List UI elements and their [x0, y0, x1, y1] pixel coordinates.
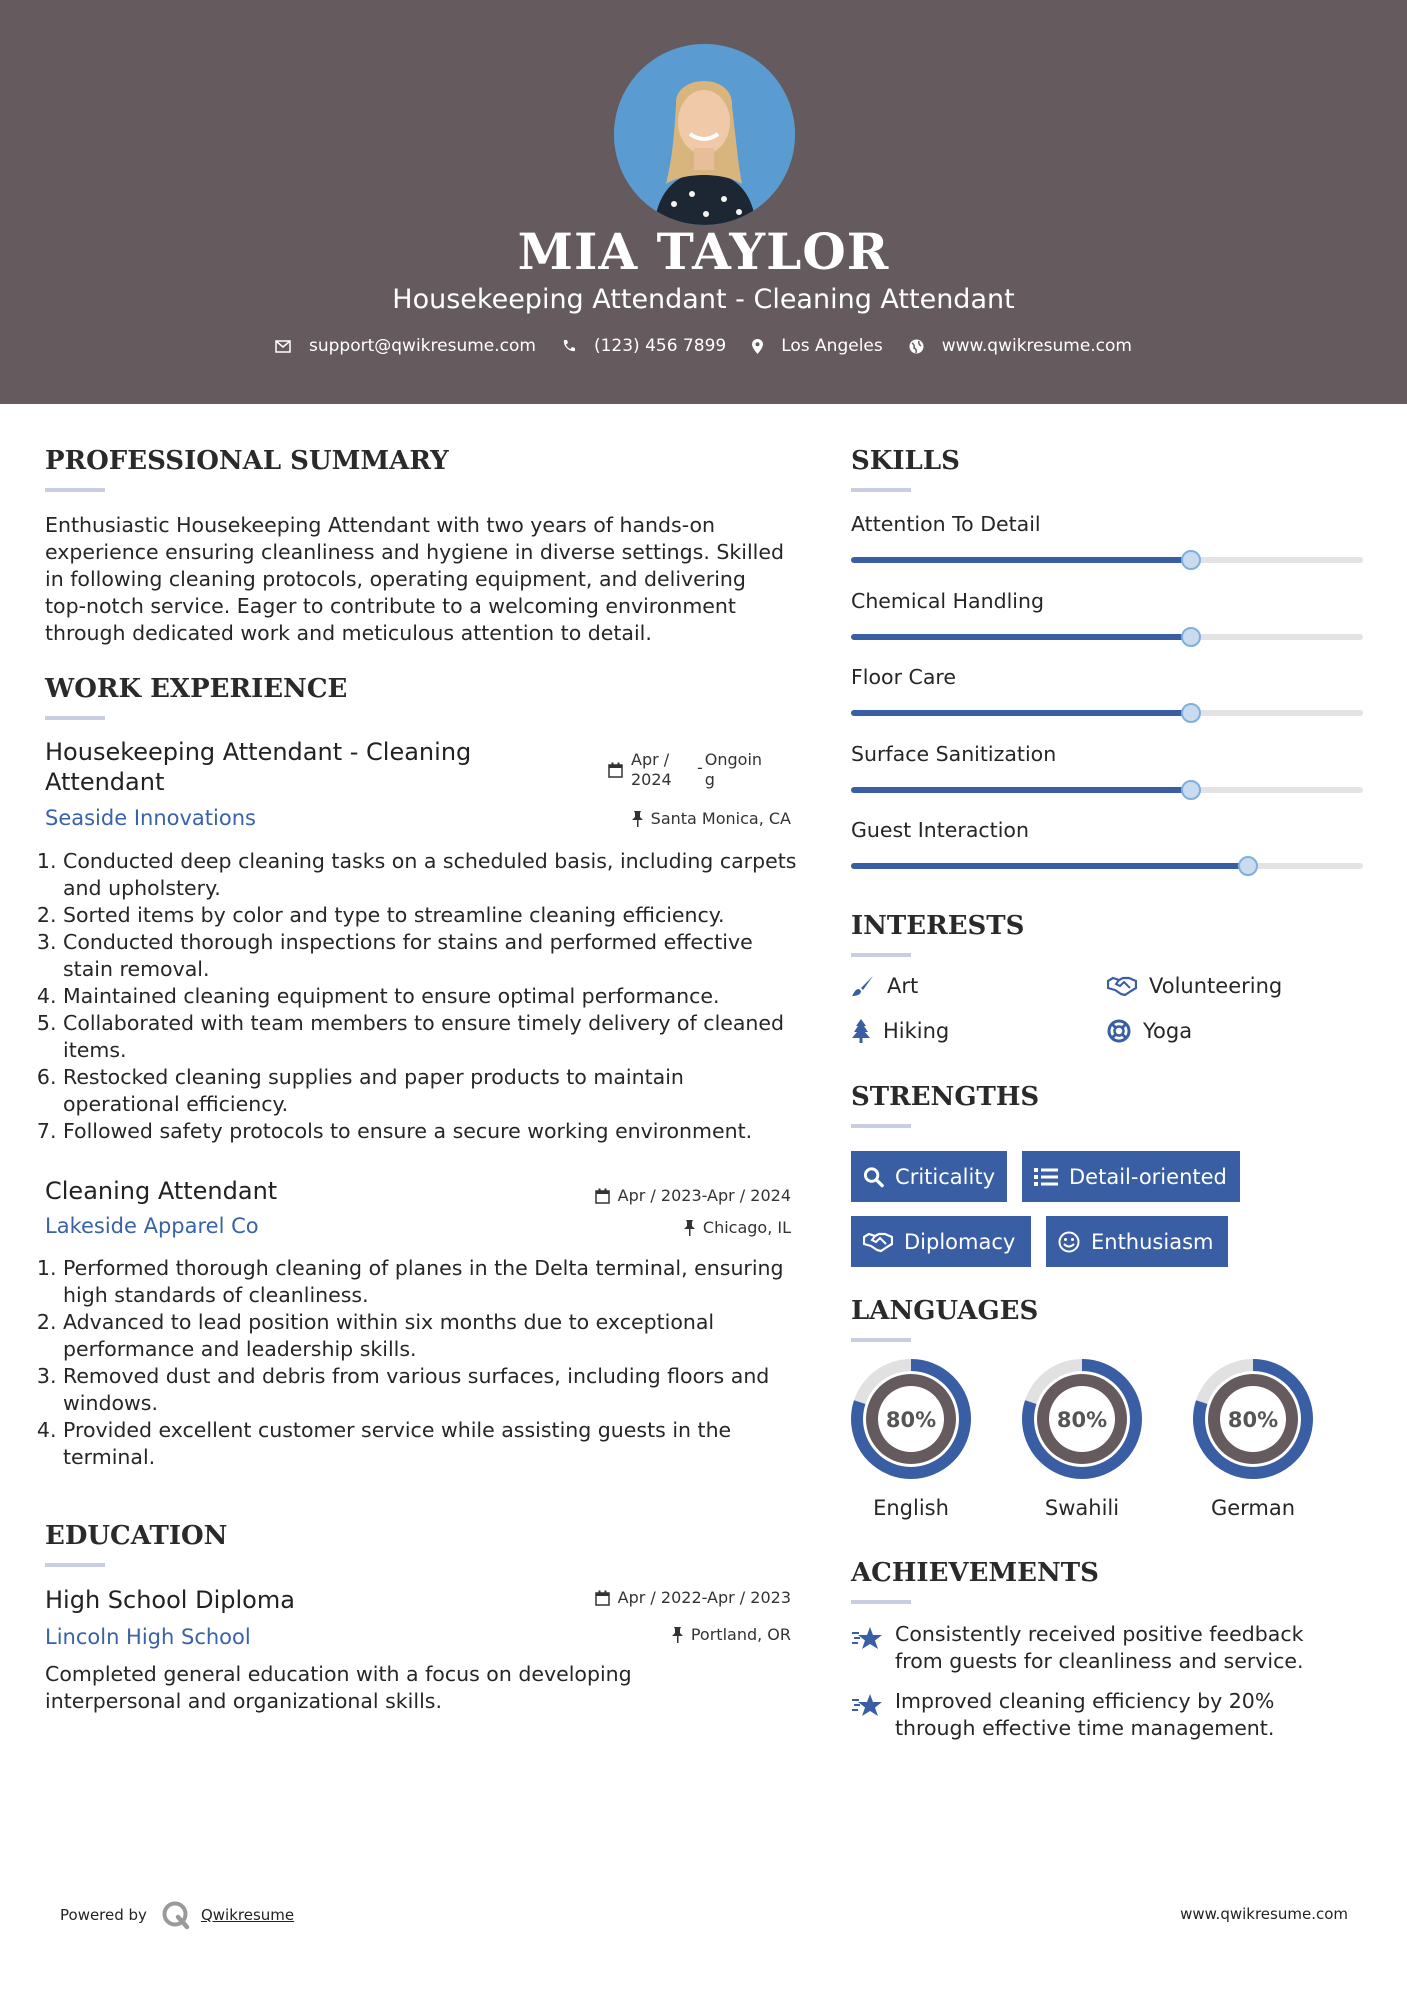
skill-bar-fill	[851, 557, 1191, 563]
date-start	[631, 750, 697, 790]
list-item: 1. Conducted deep cleaning tasks on a scheduled basis, including carpets and upholstery.	[63, 848, 805, 902]
location-text: Chicago, IL	[702, 1218, 791, 1237]
star-icon	[851, 1691, 883, 1719]
summary-line: through dedicated work and meticulous attention to detail.	[45, 621, 652, 645]
job-title-line: Attendant	[45, 768, 165, 796]
date-text: Apr / 2023-Apr / 2024	[617, 1186, 791, 1205]
map-pin-icon	[752, 339, 763, 354]
experience-heading: WORK EXPERIENCE	[45, 674, 348, 704]
summary-line: top-notch service. Eager to contribute to a welcoming environment	[45, 594, 736, 618]
language-item	[1192, 1358, 1314, 1520]
company-name[interactable]: Lakeside Apparel Co	[45, 1214, 259, 1238]
calendar-icon	[608, 762, 623, 778]
skill-label: Chemical Handling	[851, 588, 1045, 613]
skill-bar-knob	[1181, 780, 1201, 800]
skill-bar	[851, 863, 1363, 869]
pushpin-icon	[632, 811, 643, 827]
list-item: 7. Followed safety protocols to ensure a secure working environment.	[63, 1118, 805, 1145]
strength-label: Enthusiasm	[1091, 1229, 1214, 1254]
achievement-text	[895, 1621, 1304, 1675]
strength-chip-enthusiasm	[1046, 1216, 1228, 1267]
language-item	[850, 1358, 972, 1520]
paintbrush-icon	[851, 974, 875, 998]
smile-icon	[1058, 1231, 1080, 1253]
job-bullets	[45, 848, 805, 1145]
contact-website[interactable]	[909, 336, 1132, 356]
date-start-line: Apr /	[631, 750, 670, 769]
skill-bar-knob	[1181, 627, 1201, 647]
achievement-text	[895, 1688, 1274, 1742]
powered-by-text: Powered by	[60, 1906, 147, 1924]
achievements-heading: ACHIEVEMENTS	[851, 1558, 1099, 1588]
education-location	[672, 1625, 791, 1644]
contact-location	[752, 336, 883, 356]
achievements-rule	[851, 1600, 911, 1604]
language-percent: 80%	[885, 1408, 937, 1432]
interest-label: Art	[887, 974, 919, 998]
handshake-icon	[1107, 975, 1137, 997]
skill-bar-knob	[1181, 550, 1201, 570]
skill-bar	[851, 557, 1363, 563]
tree-icon	[851, 1019, 871, 1043]
degree-title: High School Diploma	[45, 1586, 295, 1614]
education-dates	[595, 1588, 791, 1607]
language-name: German	[1210, 1496, 1296, 1520]
avatar	[614, 44, 795, 225]
interest-hiking	[851, 1019, 949, 1043]
skill-label: Surface Sanitization	[851, 741, 1057, 766]
phone-text: (123) 456 7899	[593, 336, 727, 356]
search-icon	[863, 1166, 884, 1188]
list-icon	[1034, 1167, 1058, 1187]
list-item: 3. Conducted thorough inspections for stains and performed effective stain removal.	[63, 929, 805, 983]
summary-line: experience ensuring cleanliness and hygiene in diverse settings. Skilled	[45, 540, 784, 564]
pushpin-icon	[684, 1220, 695, 1236]
language-item	[1021, 1358, 1143, 1520]
language-name: English	[873, 1496, 949, 1520]
envelope-icon	[275, 340, 291, 353]
date-end-line: Ongoin	[704, 750, 763, 769]
location-text: Santa Monica, CA	[650, 809, 791, 828]
list-item: 3. Removed dust and debris from various surfaces, including floors and windows.	[63, 1363, 805, 1417]
company-name[interactable]: Seaside Innovations	[45, 806, 256, 830]
job-location	[684, 1218, 791, 1237]
interest-label: Volunteering	[1149, 974, 1283, 998]
languages-rule	[851, 1338, 911, 1342]
summary-line: Enthusiastic Housekeeping Attendant with two years of hands-on	[45, 513, 716, 537]
list-item: 2. Sorted items by color and type to streamline cleaning efficiency.	[63, 902, 805, 929]
skill-label: Guest Interaction	[851, 818, 1029, 842]
strength-label: Diplomacy	[904, 1229, 1016, 1254]
website-text: www.qwikresume.com	[941, 336, 1132, 356]
globe-icon	[909, 339, 924, 354]
language-donut	[1021, 1358, 1143, 1480]
summary-line: in following cleaning protocols, operating equipment, and delivering	[45, 567, 746, 591]
date-dash: -	[697, 758, 703, 777]
strengths-heading: STRENGTHS	[851, 1082, 1040, 1112]
job-title: Cleaning Attendant	[45, 1177, 278, 1205]
lifebuoy-icon	[1107, 1019, 1131, 1043]
skill-bar-fill	[851, 634, 1191, 640]
skill-bar-fill	[851, 710, 1191, 716]
language-percent: 80%	[1227, 1408, 1279, 1432]
brand-link[interactable]: Qwikresume	[200, 1906, 295, 1924]
achievement-item	[851, 1621, 1321, 1675]
strength-label: Detail-oriented	[1069, 1164, 1227, 1189]
date-end	[705, 750, 762, 790]
skill-bar-fill	[851, 863, 1248, 869]
language-percent: 80%	[1056, 1408, 1108, 1432]
summary-heading: PROFESSIONAL SUMMARY	[45, 446, 449, 476]
qwikresume-logo-icon	[161, 1900, 191, 1930]
job-bullets	[45, 1255, 805, 1471]
pushpin-icon	[672, 1627, 683, 1643]
skills-rule	[851, 488, 911, 492]
achievement-line: Improved cleaning efficiency by 20%	[895, 1689, 1275, 1713]
interests-rule	[851, 953, 911, 957]
list-item: 6. Restocked cleaning supplies and paper products to maintain operational efficiency.	[63, 1064, 805, 1118]
contact-email[interactable]	[275, 336, 536, 356]
email-text: support@qwikresume.com	[309, 336, 536, 356]
school-name[interactable]: Lincoln High School	[45, 1625, 251, 1649]
location-text: Portland, OR	[690, 1625, 791, 1644]
star-icon	[851, 1624, 883, 1652]
strength-label: Criticality	[895, 1164, 995, 1189]
summary-rule	[45, 488, 105, 492]
job-dates	[595, 1186, 791, 1205]
candidate-name: MIA TAYLOR	[517, 222, 890, 281]
skill-bar-knob	[1238, 856, 1258, 876]
calendar-icon	[595, 1188, 610, 1204]
interest-label: Hiking	[883, 1019, 950, 1043]
location-text: Los Angeles	[781, 336, 883, 356]
education-description	[45, 1661, 805, 1715]
skill-bar-knob	[1181, 703, 1201, 723]
contact-bar	[0, 336, 1407, 356]
summary-text	[45, 512, 805, 647]
achievement-item	[851, 1688, 1321, 1742]
list-item: 1. Performed thorough cleaning of planes in the Delta terminal, ensuring high standards of cleanliness.	[63, 1255, 805, 1309]
achievement-line: through effective time management.	[895, 1716, 1275, 1740]
skill-label: Attention To Detail	[851, 512, 1041, 536]
skills-heading: SKILLS	[851, 446, 960, 476]
language-name: Swahili	[1044, 1496, 1120, 1520]
footer-powered-by	[60, 1900, 294, 1930]
date-end-line: g	[704, 770, 715, 789]
strengths-rule	[851, 1124, 911, 1128]
achievement-line: from guests for cleanliness and service.	[895, 1649, 1304, 1673]
education-rule	[45, 1563, 105, 1567]
languages-heading: LANGUAGES	[851, 1296, 1039, 1326]
education-line: Completed general education with a focus on developing	[45, 1662, 632, 1686]
language-donut	[850, 1358, 972, 1480]
interest-volunteering	[1107, 974, 1282, 998]
job-title-line: Housekeeping Attendant - Cleaning	[45, 738, 472, 766]
job-dates	[608, 750, 762, 790]
interest-yoga	[1107, 1019, 1192, 1043]
calendar-icon	[595, 1590, 610, 1606]
skill-bar	[851, 634, 1363, 640]
interest-label: Yoga	[1143, 1019, 1193, 1043]
list-item: 2. Advanced to lead position within six months due to exceptional performance and leadership skills.	[63, 1309, 805, 1363]
strength-chip-diplomacy	[851, 1216, 1031, 1267]
list-item: 5. Collaborated with team members to ensure timely delivery of cleaned items.	[63, 1010, 805, 1064]
interests-heading: INTERESTS	[851, 911, 1025, 941]
achievement-line: Consistently received positive feedback	[895, 1622, 1304, 1646]
education-line: interpersonal and organizational skills.	[45, 1689, 442, 1713]
strength-chip-criticality	[851, 1151, 1007, 1202]
job-location	[632, 809, 791, 828]
list-item: 4. Maintained cleaning equipment to ensure optimal performance.	[63, 983, 805, 1010]
candidate-role: Housekeeping Attendant - Cleaning Attendant	[392, 284, 1015, 315]
experience-rule	[45, 716, 105, 720]
skill-bar	[851, 710, 1363, 716]
skill-label: Floor Care	[851, 665, 956, 689]
contact-phone[interactable]	[562, 336, 726, 356]
interest-art	[851, 974, 918, 998]
resume-header	[0, 0, 1407, 404]
list-item: 4. Provided excellent customer service while assisting guests in the terminal.	[63, 1417, 805, 1471]
strength-chip-detail-oriented	[1022, 1151, 1240, 1202]
language-donut	[1192, 1358, 1314, 1480]
phone-icon	[562, 339, 576, 353]
skill-bar	[851, 787, 1363, 793]
date-start-line: 2024	[631, 770, 672, 789]
portrait-image	[614, 44, 795, 225]
date-text: Apr / 2022-Apr / 2023	[617, 1588, 791, 1607]
skill-bar-fill	[851, 787, 1191, 793]
job-title	[45, 737, 565, 797]
education-heading: EDUCATION	[45, 1521, 228, 1551]
footer-website[interactable]: www.qwikresume.com	[1180, 1905, 1348, 1923]
handshake-icon	[863, 1231, 893, 1253]
